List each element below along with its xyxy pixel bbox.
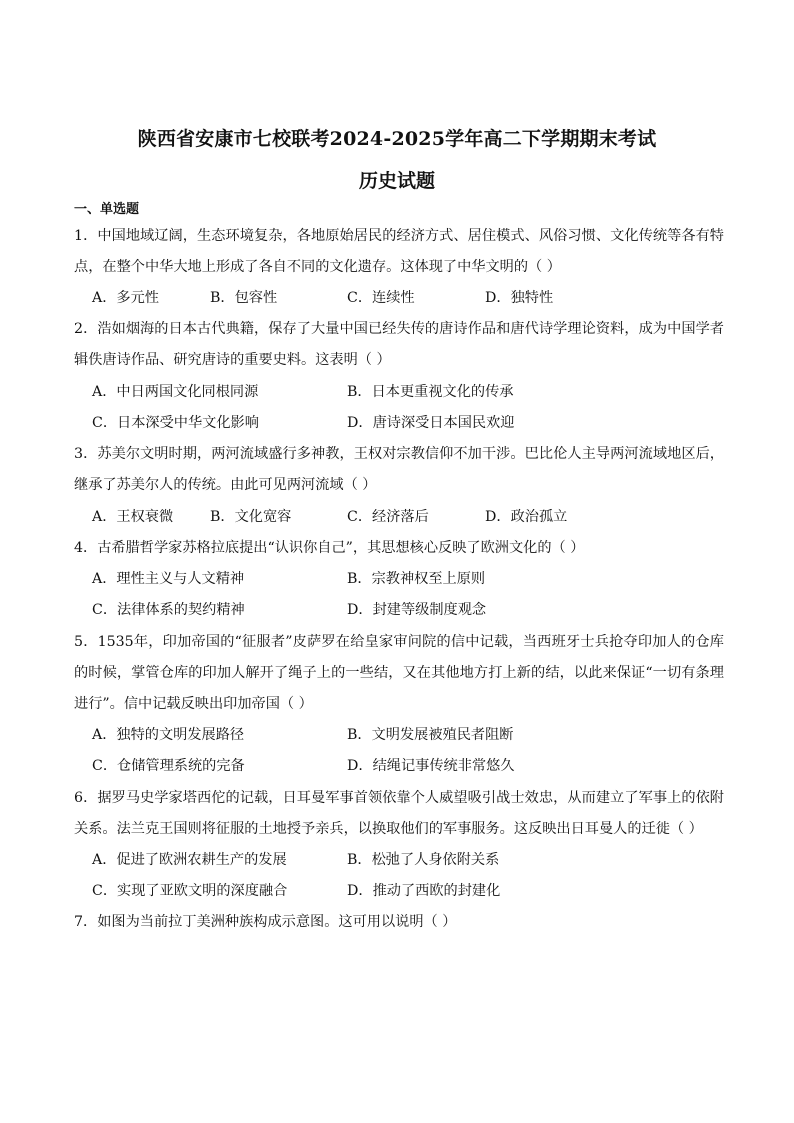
question-3-options: [92, 502, 712, 533]
question-1-option-a[interactable]: A．多元性: [92, 290, 159, 306]
question-1-option-b[interactable]: B．包容性: [210, 290, 278, 306]
question-4-option-c[interactable]: C．法律体系的契约精神: [92, 602, 245, 618]
question-2-options-row-2: [92, 408, 712, 439]
exam-title: 陕西省安康市七校联考2024-2025学年高二下学期期末考试: [137, 128, 657, 150]
question-4-options-row-1: [92, 564, 712, 595]
question-5-option-d[interactable]: D．结绳记事传统非常悠久: [347, 758, 515, 774]
question-5-stem: 5．1535年，印加帝国的“征服者”皮萨罗在给皇家审问院的信中记载，当西班牙士兵抢夺印加人的仓库的时候，掌管仓库的印加人解开了绳子上的一些结，又在其他地方打上新的结，以此来保证“一切有条理进行”。信中记载反映出印加帝国（ ）: [74, 634, 724, 712]
exam-subtitle: 历史试题: [358, 170, 435, 192]
question-5-option-b[interactable]: B．文明发展被殖民者阻断: [347, 727, 514, 743]
question-5-option-a[interactable]: A．独特的文明发展路径: [92, 727, 245, 743]
question-6-option-a[interactable]: A．促进了欧洲农耕生产的发展: [92, 852, 287, 868]
question-1-option-d[interactable]: D．独特性: [485, 290, 554, 306]
question-6-option-c[interactable]: C．实现了亚欧文明的深度融合: [92, 883, 288, 899]
question-5-option-c[interactable]: C．仓储管理系统的完备: [92, 758, 245, 774]
section-heading: 一、单选题: [74, 202, 140, 217]
question-7-stem: 7．如图为当前拉丁美洲种族构成示意图。这可用以说明（ ）: [74, 914, 457, 930]
question-4-option-a[interactable]: A．理性主义与人文精神: [92, 571, 245, 587]
question-1-options: [92, 283, 712, 314]
question-3-option-b[interactable]: B．文化宽容: [210, 509, 292, 525]
question-5-options-row-2: [92, 751, 712, 782]
question-4-option-d[interactable]: D．封建等级制度观念: [347, 602, 487, 618]
question-3-option-c[interactable]: C．经济落后: [347, 509, 429, 525]
question-4-options-row-2: [92, 595, 712, 626]
question-6-options-row-1: [92, 845, 712, 876]
question-6-options-row-2: [92, 876, 712, 907]
question-2-option-b[interactable]: B．日本更重视文化的传承: [347, 384, 514, 400]
question-2-option-a[interactable]: A．中日两国文化同根同源: [92, 384, 259, 400]
question-2-option-c[interactable]: C．日本深受中华文化影响: [92, 415, 259, 431]
question-3-option-a[interactable]: A．王权衰微: [92, 509, 174, 525]
question-2-option-d[interactable]: D．唐诗深受日本国民欢迎: [347, 415, 515, 431]
question-4-stem: 4．古希腊哲学家苏格拉底提出“认识你自己”，其思想核心反映了欧洲文化的（ ）: [74, 540, 585, 556]
question-2-stem: 2．浩如烟海的日本古代典籍，保存了大量中国已经失传的唐诗作品和唐代诗学理论资料，成为中国学者辑佚唐诗作品、研究唐诗的重要史料。这表明（ ）: [74, 321, 724, 368]
question-3-stem: 3．苏美尔文明时期，两河流域盛行多神教，王权对宗教信仰不加干涉。巴比伦人主导两河流域地区后，继承了苏美尔人的传统。由此可见两河流域（ ）: [74, 446, 724, 493]
question-2-options-row-1: [92, 377, 712, 408]
question-1-stem: 1．中国地域辽阔，生态环境复杂，各地原始居民的经济方式、居住模式、风俗习惯、文化传统等各有特点，在整个中华大地上形成了各自不同的文化遗存。这体现了中华文明的（ ）: [74, 228, 724, 275]
question-6-stem: 6．据罗马史学家塔西佗的记载，日耳曼军事首领依靠个人威望吸引战士效忠，从而建立了军事上的依附关系。法兰克王国则将征服的土地授予亲兵，以换取他们的军事服务。这反映出日耳曼人的迁徙（ ）: [74, 790, 724, 837]
question-4-option-b[interactable]: B．宗教神权至上原则: [347, 571, 486, 587]
question-6-option-d[interactable]: D．推动了西欧的封建化: [347, 883, 501, 899]
question-1-option-c[interactable]: C．连续性: [347, 290, 415, 306]
question-5-options-row-1: [92, 720, 712, 751]
question-3-option-d[interactable]: D．政治孤立: [485, 509, 568, 525]
question-6-option-b[interactable]: B．松弛了人身依附关系: [347, 852, 500, 868]
